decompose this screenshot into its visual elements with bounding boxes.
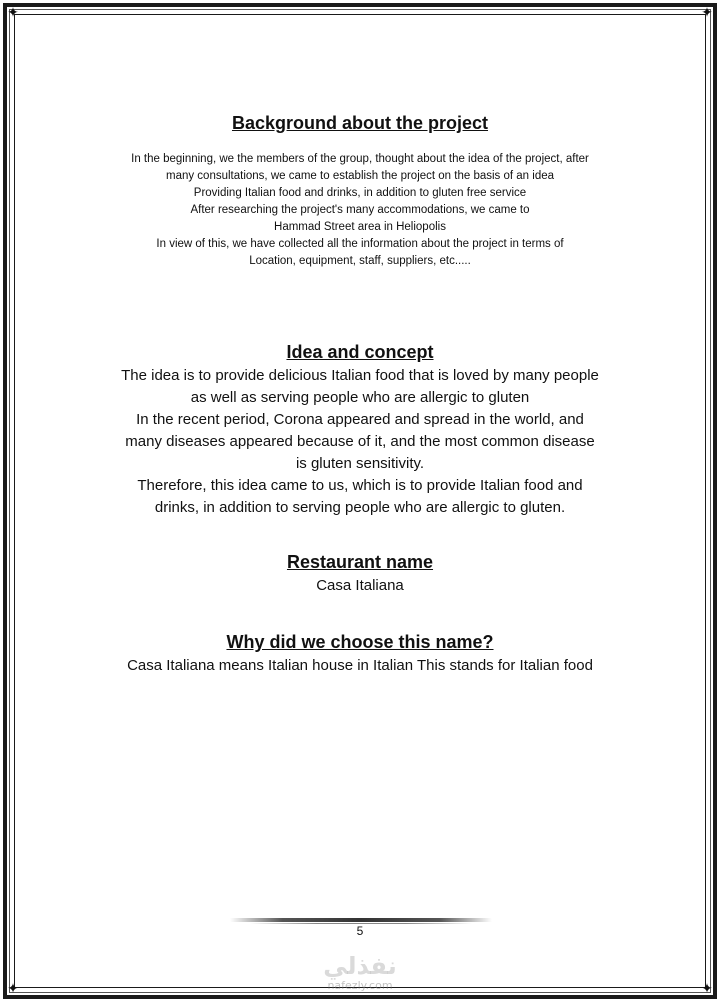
corner-ornament-icon: ✦ xyxy=(7,5,19,21)
text-line: many diseases appeared because of it, and the most common disease xyxy=(125,433,595,450)
corner-ornament-icon: ✦ xyxy=(7,981,19,997)
text-line: drinks, in addition to serving people who are allergic to gluten. xyxy=(154,499,566,516)
footer-divider xyxy=(230,918,492,922)
corner-ornament-icon: ✦ xyxy=(701,5,713,21)
corner-ornament-icon: ✦ xyxy=(701,981,713,997)
why-name-heading: Why did we choose this name? xyxy=(226,632,494,652)
page-number: 5 xyxy=(356,924,364,938)
idea-section xyxy=(40,342,680,519)
why-name-paragraph xyxy=(40,655,680,677)
background-paragraph xyxy=(40,151,680,270)
text-line: In view of this, we have collected all the information about the project in terms of xyxy=(156,238,564,250)
background-heading: Background about the project xyxy=(231,113,489,133)
text-line: In the beginning, we the members of the group, thought about the idea of the project, after xyxy=(131,153,589,165)
text-line: is gluten sensitivity. xyxy=(295,455,425,472)
text-line: Casa Italiana means Italian house in Italian This stands for Italian food xyxy=(127,657,593,674)
text-line: In the recent period, Corona appeared and spread in the world, and xyxy=(136,411,584,428)
idea-paragraph xyxy=(40,365,680,519)
text-line: as well as serving people who are allergic to gluten xyxy=(190,389,530,406)
watermark-arabic-text: نفذلي xyxy=(323,952,397,980)
text-line: After researching the project's many accommodations, we came to xyxy=(190,204,530,216)
text-line: Hammad Street area in Heliopolis xyxy=(274,221,446,233)
text-line: Therefore, this idea came to us, which is to provide Italian food and xyxy=(137,477,583,494)
text-line: many consultations, we came to establish the project on the basis of an idea xyxy=(165,170,555,182)
restaurant-name-section xyxy=(40,552,680,597)
watermark-logo xyxy=(300,952,420,992)
text-line: Casa Italiana xyxy=(316,577,404,594)
text-line: Providing Italian food and drinks, in addition to gluten free service xyxy=(193,187,527,199)
text-line: The idea is to provide delicious Italian food that is loved by many people xyxy=(121,367,599,384)
idea-heading: Idea and concept xyxy=(286,342,434,362)
restaurant-name-heading: Restaurant name xyxy=(286,552,434,572)
watermark-url-text: nafezly.com xyxy=(327,979,393,992)
why-name-section xyxy=(40,632,680,677)
background-section xyxy=(40,113,680,270)
restaurant-name-paragraph xyxy=(40,575,680,597)
text-line: Location, equipment, staff, suppliers, etc..... xyxy=(249,255,471,267)
